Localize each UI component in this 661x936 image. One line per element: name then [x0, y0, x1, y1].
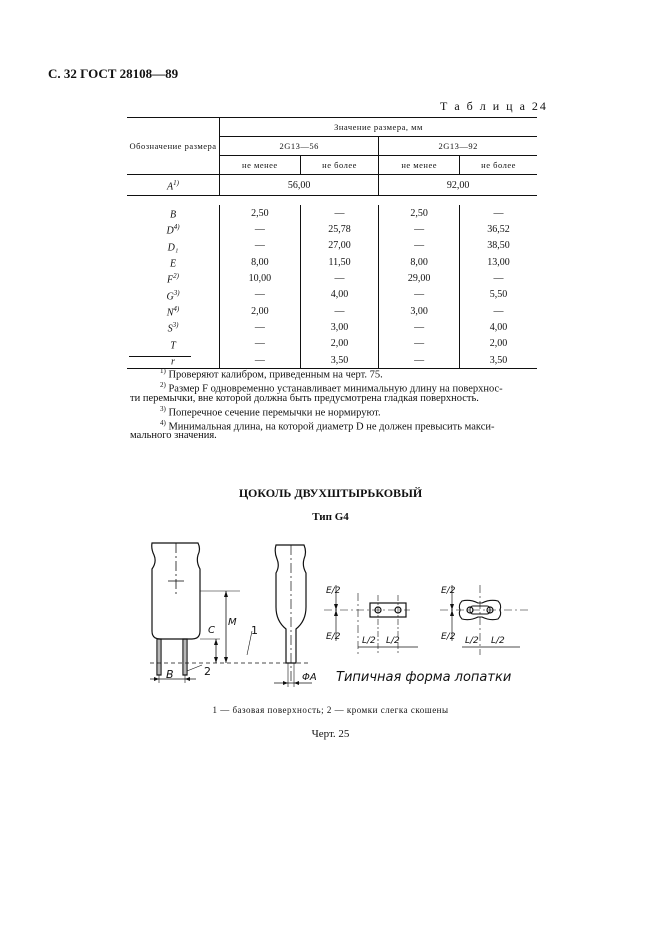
table-cell: — — [300, 205, 379, 221]
table-cell: 56,00 — [220, 175, 379, 196]
base-header-2: 2G13—92 — [379, 137, 537, 156]
table-row-param: B — [169, 209, 177, 221]
group-header: Значение размера, мм — [220, 118, 538, 137]
figure-caption: 1 — базовая поверхность; 2 — кромки слегка скошены — [212, 705, 449, 715]
label-1: 1 — [251, 624, 258, 637]
label-c: C — [208, 625, 215, 636]
label-e2-bottom: E/2 — [326, 632, 341, 642]
table-cell: 36,52 — [460, 221, 537, 237]
table-cell: 3,00 — [300, 319, 379, 335]
subheader-max-2: не более — [460, 156, 537, 175]
side-view — [274, 545, 317, 687]
table-cell: — — [379, 336, 460, 352]
table-cell: — — [460, 270, 537, 286]
footnote-2-cont: ти перемычки, вне которой должна быть предусмотрена гладкая поверхность. — [130, 393, 479, 404]
base-header-1: 2G13—56 — [220, 137, 379, 156]
table-row — [127, 319, 537, 335]
pin-section-view — [324, 585, 418, 655]
table-cell: — — [220, 336, 301, 352]
table-row-param: $N^{4)}$ — [166, 304, 180, 319]
table-row-param: $D^{4)}$ — [166, 223, 180, 237]
table-cell: — — [220, 319, 301, 335]
table-cell: 8,00 — [220, 254, 301, 270]
table-caption: Т а б л и ц а 24 — [440, 99, 548, 113]
table-cell: — — [220, 287, 301, 303]
table-cell: — — [379, 352, 460, 369]
table-row — [127, 254, 537, 270]
table-cell: 2,00 — [300, 336, 379, 352]
label-l2-right-2: L/2 — [491, 636, 505, 646]
table-row — [127, 287, 537, 303]
table-cell: 2,00 — [460, 336, 537, 352]
table-cell: — — [300, 270, 379, 286]
table-cell: 13,00 — [460, 254, 537, 270]
dimensions-table — [127, 117, 537, 369]
label-l2-left: L/2 — [362, 636, 376, 646]
section-title: ЦОКОЛЬ ДВУХШТЫРЬКОВЫЙ — [238, 486, 423, 500]
footnote-rule — [129, 356, 191, 357]
page-header: С. 32 ГОСТ 28108—89 — [48, 66, 179, 81]
table-cell: 38,50 — [460, 238, 537, 254]
footnote-1: $^{1)}$ Проверяют калибром, приведенным на черт. 75. — [160, 367, 383, 381]
table-cell: 2,50 — [379, 205, 460, 221]
stub-header: Обозначение размера — [127, 118, 220, 175]
table-cell: 3,50 — [300, 352, 379, 369]
table-cell: 11,50 — [300, 254, 379, 270]
table-row — [127, 238, 537, 254]
table-cell: — — [379, 287, 460, 303]
table-cell: 2,50 — [220, 205, 301, 221]
table-row — [127, 303, 537, 319]
table-row — [127, 270, 537, 286]
label-e2-top: E/2 — [326, 586, 341, 596]
table-row — [127, 205, 537, 221]
table-row-param: T — [170, 339, 176, 351]
table-cell: — — [220, 238, 301, 254]
table-row-param: D₁ — [167, 241, 179, 253]
label-e2-bottom-2: E/2 — [441, 632, 456, 642]
table-cell: 4,00 — [300, 287, 379, 303]
typical-blade-label: Типичная форма лопатки — [336, 670, 512, 685]
table-cell: 5,50 — [460, 287, 537, 303]
table-row-param: $F^{2)}$ — [167, 272, 179, 286]
table-cell: 10,00 — [220, 270, 301, 286]
footnote-3: $^{3)}$ Поперечное сечение перемычки не нормируют. — [160, 405, 381, 419]
table-cell: 25,78 — [300, 221, 379, 237]
table-cell: 92,00 — [379, 175, 537, 196]
label-m: M — [228, 617, 237, 628]
table-cell: — — [300, 303, 379, 319]
technical-drawing — [140, 535, 540, 690]
subheader-min-2: не менее — [379, 156, 460, 175]
table-row — [127, 221, 537, 237]
table-row-param: $G^{3)}$ — [166, 288, 180, 302]
table-row-param: E — [169, 258, 177, 270]
type-title: Тип G4 — [312, 511, 349, 523]
table-cell: — — [379, 319, 460, 335]
footnote-4: $^{4)}$ Минимальная длина, на которой диаметр D не должен превысить макси- — [160, 419, 495, 433]
table-cell: — — [379, 221, 460, 237]
table-cell: — — [460, 205, 537, 221]
table-cell: 27,00 — [300, 238, 379, 254]
label-l2-right: L/2 — [386, 636, 400, 646]
blade-shape-view — [440, 585, 528, 655]
table-cell: 3,00 — [379, 303, 460, 319]
table-row-param: $S^{3)}$ — [167, 321, 179, 335]
label-b: B — [166, 668, 174, 681]
table-row-param: $A^{1)}$ — [167, 178, 179, 193]
subheader-min-1: не менее — [220, 156, 301, 175]
table-cell: 4,00 — [460, 319, 537, 335]
table-cell: — — [220, 221, 301, 237]
footnote-4-cont: мального значения. — [130, 430, 217, 441]
table-row-param: r — [171, 356, 175, 368]
label-phi-a: ΦA — [302, 672, 317, 683]
table-cell: 3,50 — [460, 352, 537, 369]
table-cell: — — [220, 352, 301, 369]
subheader-max-1: не более — [300, 156, 379, 175]
footnote-2: $^{2)}$ Размер F одновременно устанавливает минимальную длину на поверхнос- — [160, 381, 503, 395]
figure-number: Черт. 25 — [311, 728, 350, 740]
table-cell: — — [379, 238, 460, 254]
table-cell: — — [460, 303, 537, 319]
table-row — [127, 336, 537, 352]
table-cell: 8,00 — [379, 254, 460, 270]
label-e2-top-2: E/2 — [441, 586, 456, 596]
table-cell: 2,00 — [220, 303, 301, 319]
label-2: 2 — [204, 665, 211, 678]
table-cell: 29,00 — [379, 270, 460, 286]
label-l2-left-2: L/2 — [465, 636, 479, 646]
